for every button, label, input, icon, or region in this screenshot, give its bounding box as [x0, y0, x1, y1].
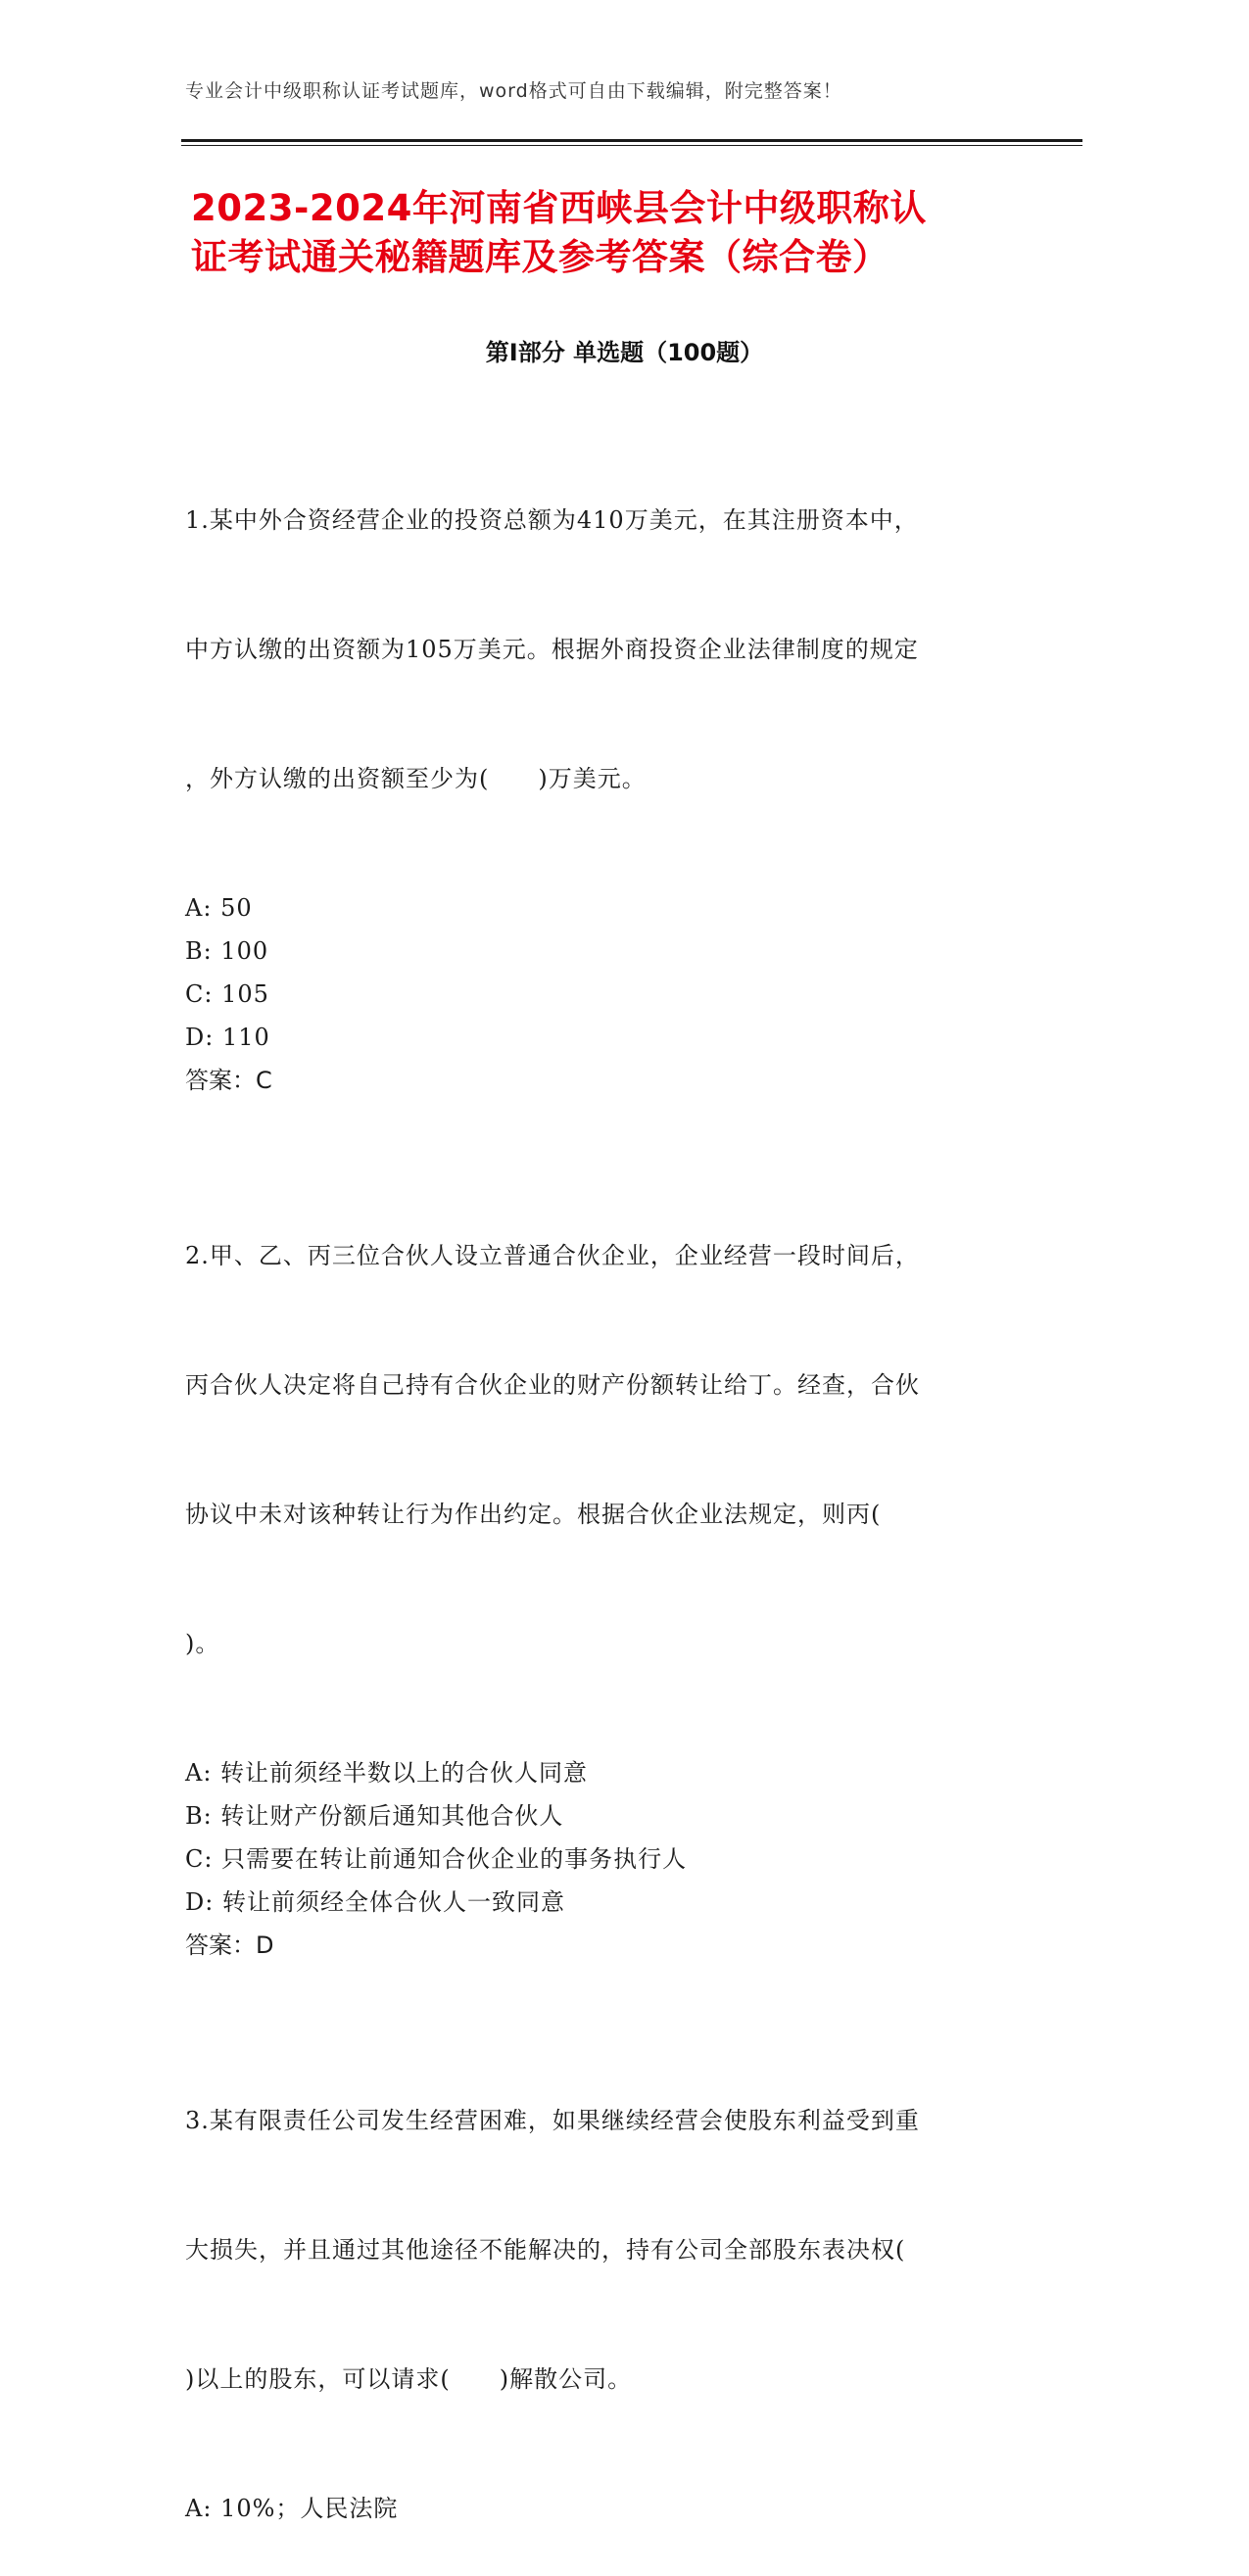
- option-label: D: [185, 1024, 206, 1051]
- section-title: 第Ⅰ部分 单选题（100题）: [485, 339, 764, 366]
- question-3: [185, 2013, 1008, 2530]
- option-label: C: [185, 980, 205, 1008]
- option-text: 50: [220, 894, 253, 922]
- document-title: [191, 184, 1073, 282]
- option-a: A: 10%；人民法院: [185, 2495, 399, 2522]
- option-label: C: [185, 1845, 205, 1873]
- option-c: C: 105: [185, 980, 269, 1008]
- option-c: C: 只需要在转让前通知合伙企业的事务执行人: [185, 1845, 688, 1873]
- question-text-line: )。: [185, 1630, 220, 1657]
- title-line: 2023-2024年河南省西峡县会计中级职称认: [191, 187, 927, 229]
- question-1: [185, 412, 1008, 1102]
- question-text: [185, 2013, 1008, 2487]
- question-text-line: 3.某有限责任公司发生经营困难，如果继续经营会使股东利益受到重: [185, 2107, 920, 2134]
- question-text-line: 1.某中外合资经营企业的投资总额为410万美元，在其注册资本中，: [185, 506, 919, 534]
- option-text: 转让财产份额后通知其他合伙人: [220, 1802, 564, 1830]
- question-text-line: 丙合伙人决定将自己持有合伙企业的财产份额转让给丁。经查，合伙: [185, 1371, 920, 1399]
- option-d: D: 转让前须经全体合伙人一致同意: [185, 1888, 565, 1916]
- header-rule-thin: [181, 145, 1082, 146]
- answer: 答案：C: [185, 1067, 272, 1094]
- option-a: A: 转让前须经半数以上的合伙人同意: [185, 1759, 589, 1787]
- option-label: A: [185, 1759, 204, 1787]
- question-text-line: 2.甲、乙、丙三位合伙人设立普通合伙企业，企业经营一段时间后，: [185, 1242, 920, 1269]
- option-text: 100: [220, 937, 269, 965]
- question-2: [185, 1148, 1008, 1967]
- question-text-line: 中方认缴的出资额为105万美元。根据外商投资企业法律制度的规定: [185, 636, 919, 663]
- option-label: B: [185, 1802, 204, 1830]
- question-text: [185, 1148, 1008, 1751]
- option-b: B: 100: [185, 937, 269, 965]
- option-label: A: [185, 894, 204, 922]
- question-text: [185, 412, 1008, 886]
- question-text-line: ，外方认缴的出资额至少为( )万美元。: [185, 765, 647, 792]
- option-text: 10%；人民法院: [220, 2495, 399, 2522]
- option-text: 105: [221, 980, 269, 1008]
- question-list: [185, 412, 1008, 2576]
- question-text-line: 协议中未对该种转让行为作出约定。根据合伙企业法规定，则丙(: [185, 1501, 882, 1528]
- option-a: A: 50: [185, 894, 253, 922]
- question-text-line: )以上的股东，可以请求( )解散公司。: [185, 2365, 633, 2393]
- page-header: 专业会计中级职称认证考试题库，word格式可自由下载编辑，附完整答案！: [185, 80, 842, 102]
- answer: 答案：D: [185, 1932, 274, 1959]
- header-rule-thick: [181, 139, 1082, 142]
- option-text: 转让前须经半数以上的合伙人同意: [220, 1759, 589, 1787]
- option-label: D: [185, 1888, 206, 1916]
- option-text: 110: [221, 1024, 270, 1051]
- option-label: B: [185, 937, 204, 965]
- option-d: D: 110: [185, 1024, 270, 1051]
- option-text: 转让前须经全体合伙人一致同意: [221, 1888, 565, 1916]
- question-text-line: 大损失，并且通过其他途径不能解决的，持有公司全部股东表决权(: [185, 2236, 906, 2264]
- option-text: 只需要在转让前通知合伙企业的事务执行人: [221, 1845, 688, 1873]
- option-b: B: 转让财产份额后通知其他合伙人: [185, 1802, 564, 1830]
- option-label: A: [185, 2495, 204, 2522]
- title-line: 证考试通关秘籍题库及参考答案（综合卷）: [191, 236, 889, 278]
